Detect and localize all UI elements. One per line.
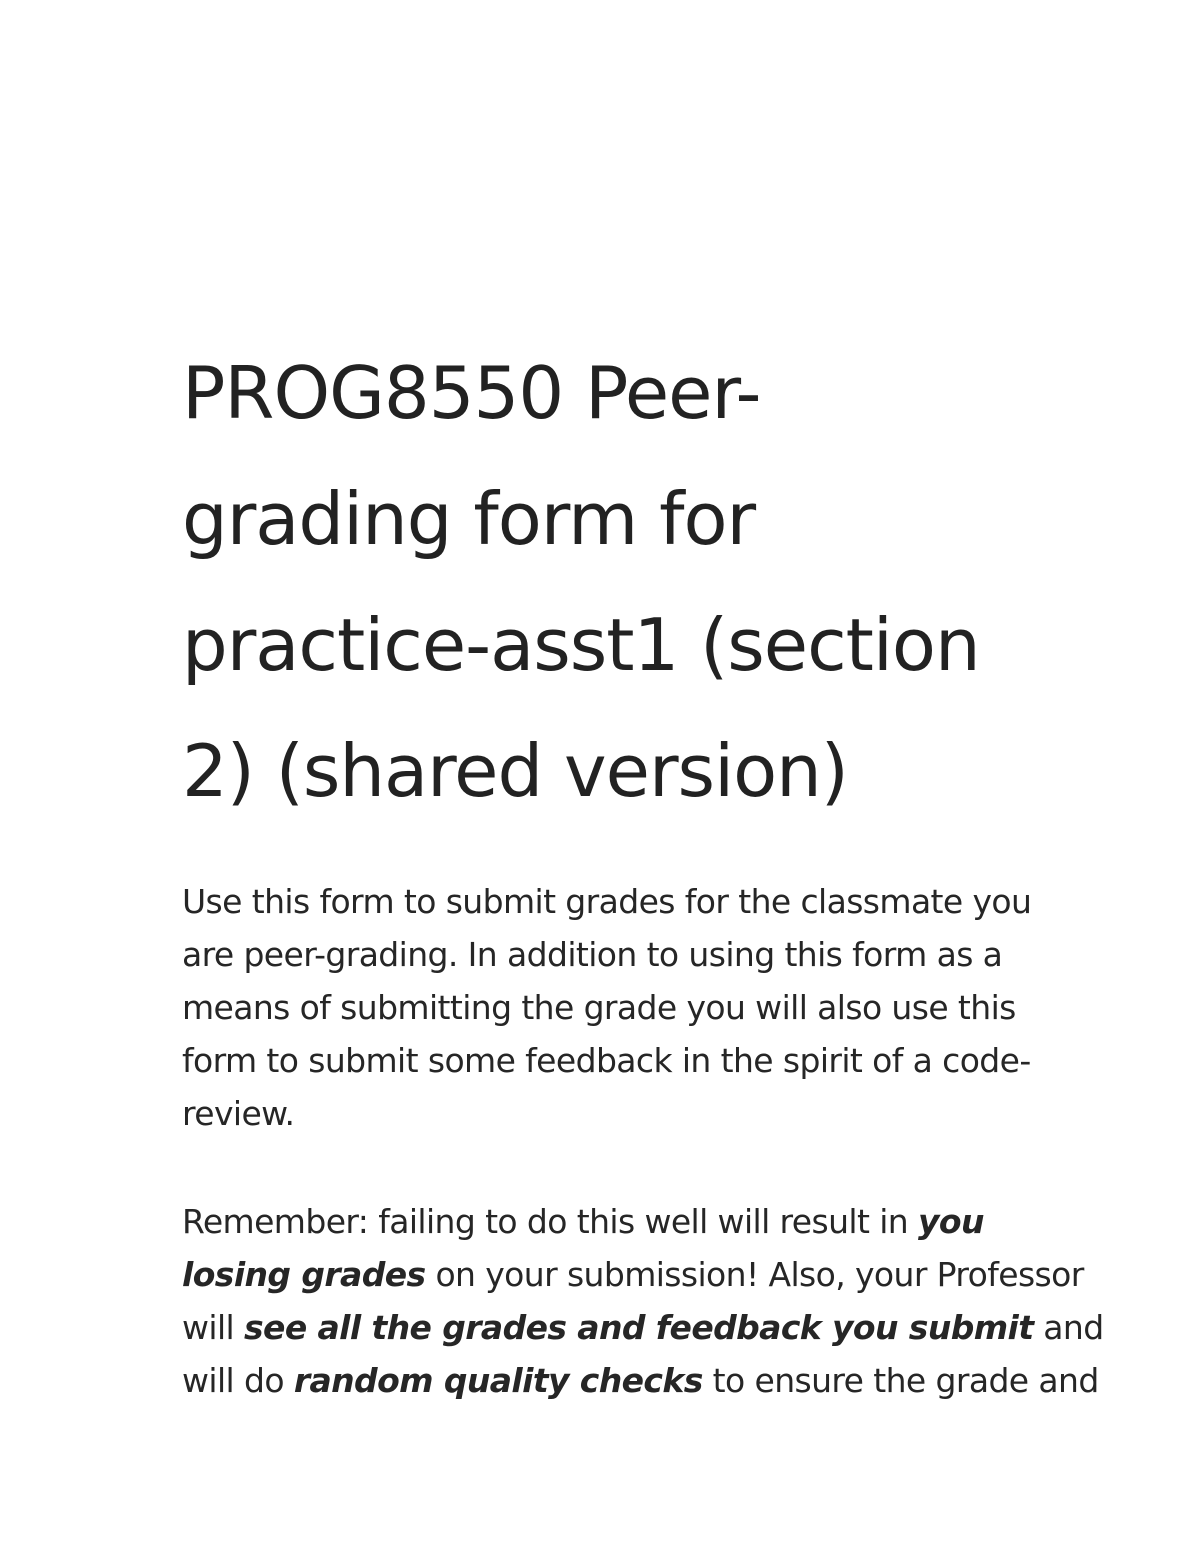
title-line-4: 2) (shared version) xyxy=(182,729,848,813)
intro-line-1: Use this form to submit grades for the classmate you xyxy=(182,882,1032,921)
reminder-line-4 xyxy=(182,1354,1122,1407)
title-line-3: practice-asst1 (section xyxy=(182,603,980,687)
title-line-2: grading form for xyxy=(182,477,756,561)
reminder-emphasis: see all the grades and feedback you submit xyxy=(244,1308,1034,1347)
reminder-text: will do xyxy=(182,1361,294,1400)
title-line-1: PROG8550 Peer- xyxy=(182,351,761,435)
form-title xyxy=(182,330,1112,834)
reminder-text: on your submission! Also, your Professor xyxy=(425,1255,1084,1294)
intro-line-5: review. xyxy=(182,1094,295,1133)
intro-line-3: means of submitting the grade you will also use this xyxy=(182,988,1016,1027)
reminder-text: will xyxy=(182,1308,244,1347)
reminder-text: to ensure the grade and xyxy=(702,1361,1099,1400)
reminder-text: Remember: failing to do this well will result in xyxy=(182,1202,918,1241)
reminder-line-2 xyxy=(182,1248,1122,1301)
intro-line-4: form to submit some feedback in the spirit of a code- xyxy=(182,1041,1031,1080)
reminder-line-3 xyxy=(182,1301,1122,1354)
reminder-paragraph xyxy=(182,1195,1122,1407)
reminder-line-1 xyxy=(182,1195,1122,1248)
reminder-text: and xyxy=(1033,1308,1104,1347)
intro-paragraph xyxy=(182,875,1122,1140)
reminder-emphasis: losing grades xyxy=(182,1255,426,1294)
intro-line-2: are peer-grading. In addition to using this form as a xyxy=(182,935,1003,974)
reminder-emphasis: random quality checks xyxy=(293,1361,703,1400)
reminder-emphasis: you xyxy=(917,1202,984,1241)
